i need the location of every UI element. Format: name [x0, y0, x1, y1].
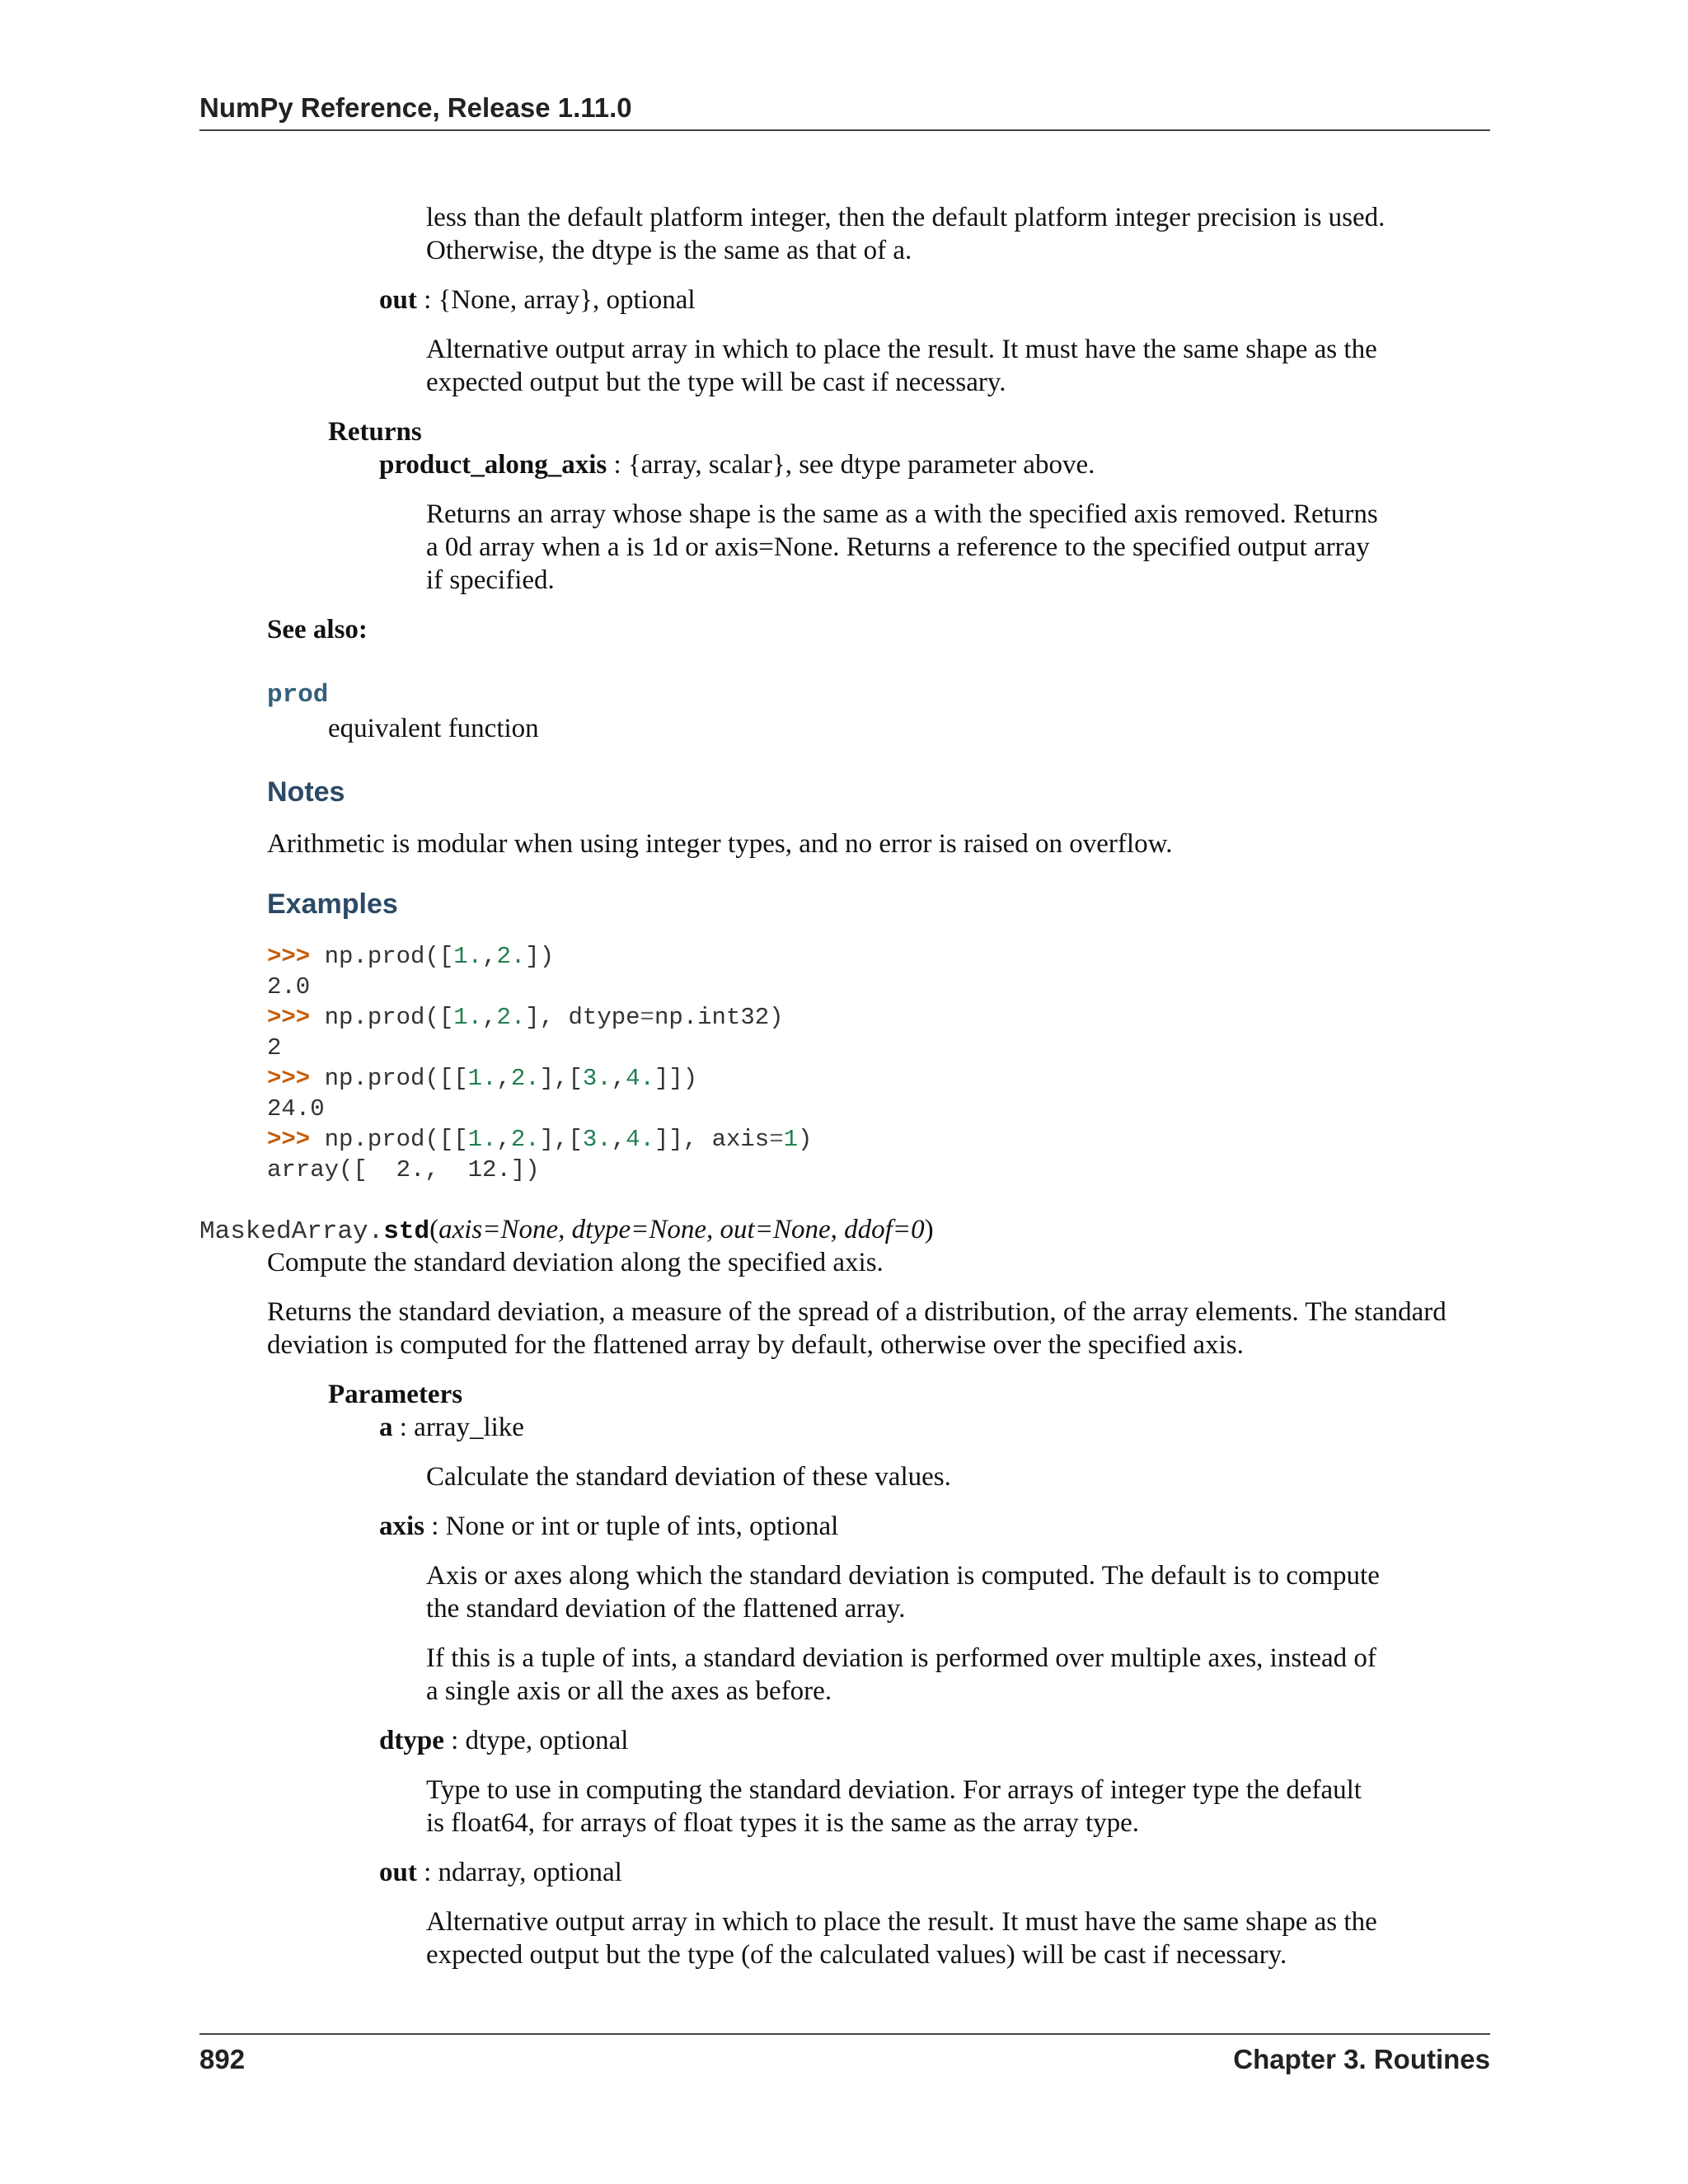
- code-call: np.prod: [324, 943, 425, 970]
- code-call: np.prod: [324, 1126, 425, 1153]
- code-line: [267, 1063, 812, 1094]
- code-number: 1.: [453, 943, 483, 970]
- code-output: array([ 2., 12.]): [267, 1156, 540, 1183]
- function-signature: [199, 1215, 934, 1246]
- code-prompt: >>>: [267, 1065, 311, 1092]
- code-number: 1: [783, 1126, 799, 1153]
- param-type: : array_like: [392, 1413, 524, 1442]
- code-number: 3.: [582, 1126, 612, 1153]
- code-number: 2.: [510, 1065, 540, 1092]
- running-header: NumPy Reference, Release 1.11.0: [199, 92, 632, 123]
- code-number: 1.: [453, 1004, 483, 1031]
- signature-open-paren: (: [429, 1215, 439, 1244]
- param-a: [379, 1411, 524, 1444]
- param-axis-desc-2-line-2: a single axis or all the axes as before.: [426, 1676, 832, 1706]
- see-also-label: See also:: [267, 615, 368, 644]
- signature-close-paren: ): [924, 1215, 934, 1244]
- code-comma: ,: [611, 1126, 626, 1153]
- code-bracket: ],[: [539, 1065, 583, 1092]
- notes-text: Arithmetic is modular when using integer types, and no error is raised on overflow.: [267, 829, 1173, 859]
- param-type: : dtype, optional: [443, 1726, 629, 1755]
- returns-desc-line-1: Returns an array whose shape is the same as a with the specified axis removed. Returns: [426, 499, 1378, 529]
- code-prompt: >>>: [267, 1126, 311, 1153]
- signature-prefix: MaskedArray.: [199, 1217, 384, 1246]
- code-keyword: axis: [711, 1126, 770, 1153]
- std-summary: Compute the standard deviation along the specified axis.: [267, 1248, 884, 1277]
- code-comma: ,: [611, 1065, 626, 1092]
- param-type: : ndarray, optional: [416, 1858, 622, 1887]
- out-desc-line-1: Alternative output array in which to place the result. It must have the same shape as the: [426, 335, 1377, 364]
- param-a-desc: Calculate the standard deviation of these values.: [426, 1462, 951, 1492]
- code-comma: ,: [496, 1065, 511, 1092]
- code-prompt: >>>: [267, 1004, 311, 1031]
- code-call: np.prod: [324, 1004, 425, 1031]
- code-bracket: ([[: [424, 1065, 468, 1092]
- param-axis: [379, 1510, 838, 1543]
- return-value: [379, 448, 1095, 481]
- code-number: 2.: [496, 943, 526, 970]
- code-keyword: dtype: [568, 1004, 640, 1031]
- see-also-link-prod[interactable]: prod: [267, 681, 329, 710]
- code-number: 1.: [467, 1126, 497, 1153]
- code-call: np.prod: [324, 1065, 425, 1092]
- param-out: [379, 284, 696, 316]
- code-number: 2.: [496, 1004, 526, 1031]
- chapter-title: Chapter 3. Routines: [1233, 2044, 1490, 2074]
- std-desc-line-1: Returns the standard deviation, a measure of the spread of a distribution, of the array elements. The standard: [267, 1297, 1447, 1327]
- signature-name: std: [383, 1217, 430, 1246]
- return-type: : {array, scalar}, see dtype parameter above.: [607, 450, 1095, 480]
- param-type: : {None, array}, optional: [416, 285, 696, 315]
- param-out-desc-line-1: Alternative output array in which to place the result. It must have the same shape as the: [426, 1907, 1377, 1937]
- dtype-desc-line-1: less than the default platform integer, then the default platform integer precision is used.: [426, 203, 1386, 232]
- code-output: 2: [267, 1034, 282, 1062]
- param-axis-desc-1-line-2: the standard deviation of the flattened array.: [426, 1594, 906, 1624]
- returns-desc-line-3: if specified.: [426, 565, 555, 595]
- param-name: a: [379, 1413, 393, 1442]
- code-operator: =: [769, 1126, 784, 1153]
- code-line: [267, 1124, 812, 1155]
- param-type: : None or int or tuple of ints, optional: [424, 1511, 839, 1541]
- code-bracket: ]]): [654, 1065, 698, 1092]
- code-number: 3.: [582, 1065, 612, 1092]
- return-name: product_along_axis: [379, 450, 607, 480]
- param-name: axis: [379, 1511, 425, 1541]
- param-dtype: [379, 1724, 628, 1757]
- see-also-desc: equivalent function: [328, 714, 539, 743]
- code-bracket: ([: [424, 1004, 454, 1031]
- code-line: [267, 941, 812, 972]
- parameters-label: Parameters: [328, 1380, 463, 1409]
- param-name: out: [379, 285, 417, 315]
- code-value: np.int32): [654, 1004, 784, 1031]
- code-output: 24.0: [267, 1095, 325, 1122]
- std-desc-line-2: deviation is computed for the flattened array by default, otherwise over the specified axis.: [267, 1330, 1244, 1360]
- code-bracket: ): [798, 1126, 813, 1153]
- param-axis-desc-1-line-1: Axis or axes along which the standard deviation is computed. The default is to compute: [426, 1561, 1380, 1591]
- param-name: out: [379, 1858, 417, 1887]
- param-name: dtype: [379, 1726, 444, 1755]
- code-number: 4.: [626, 1065, 654, 1092]
- code-bracket: ]],: [654, 1126, 712, 1153]
- code-operator: =: [640, 1004, 654, 1031]
- code-number: 1.: [467, 1065, 497, 1092]
- code-bracket: ],: [525, 1004, 569, 1031]
- code-number: 4.: [626, 1126, 654, 1153]
- footer-rule: [199, 2033, 1490, 2035]
- param-axis-desc-2-line-1: If this is a tuple of ints, a standard deviation is performed over multiple axes, instead of: [426, 1643, 1376, 1673]
- code-comma: ,: [496, 1126, 511, 1153]
- notes-heading: Notes: [267, 776, 345, 808]
- returns-desc-line-2: a 0d array when a is 1d or axis=None. Returns a reference to the specified output array: [426, 532, 1370, 562]
- out-desc-line-2: expected output but the type will be cast if necessary.: [426, 368, 1006, 397]
- header-rule: [199, 129, 1490, 131]
- code-output: 2.0: [267, 973, 311, 1001]
- code-line: [267, 1002, 812, 1033]
- code-bracket: ],[: [539, 1126, 583, 1153]
- code-comma: ,: [482, 1004, 497, 1031]
- code-prompt: >>>: [267, 943, 311, 970]
- code-bracket: ([: [424, 943, 454, 970]
- param-out-desc-line-2: expected output but the type (of the calculated values) will be cast if necessary.: [426, 1940, 1287, 1970]
- signature-args: axis=None, dtype=None, out=None, ddof=0: [438, 1215, 925, 1244]
- code-block: [267, 941, 812, 1185]
- code-number: 2.: [510, 1126, 540, 1153]
- returns-label: Returns: [328, 417, 422, 447]
- param-dtype-desc-line-2: is float64, for arrays of float types it is the same as the array type.: [426, 1808, 1140, 1838]
- param-out-std: [379, 1856, 622, 1889]
- examples-heading: Examples: [267, 888, 398, 920]
- code-bracket: ]): [525, 943, 555, 970]
- code-bracket: ([[: [424, 1126, 468, 1153]
- page-number: 892: [199, 2044, 246, 2074]
- dtype-desc-line-2: Otherwise, the dtype is the same as that of a.: [426, 236, 912, 265]
- code-comma: ,: [482, 943, 497, 970]
- param-dtype-desc-line-1: Type to use in computing the standard deviation. For arrays of integer type the default: [426, 1775, 1362, 1805]
